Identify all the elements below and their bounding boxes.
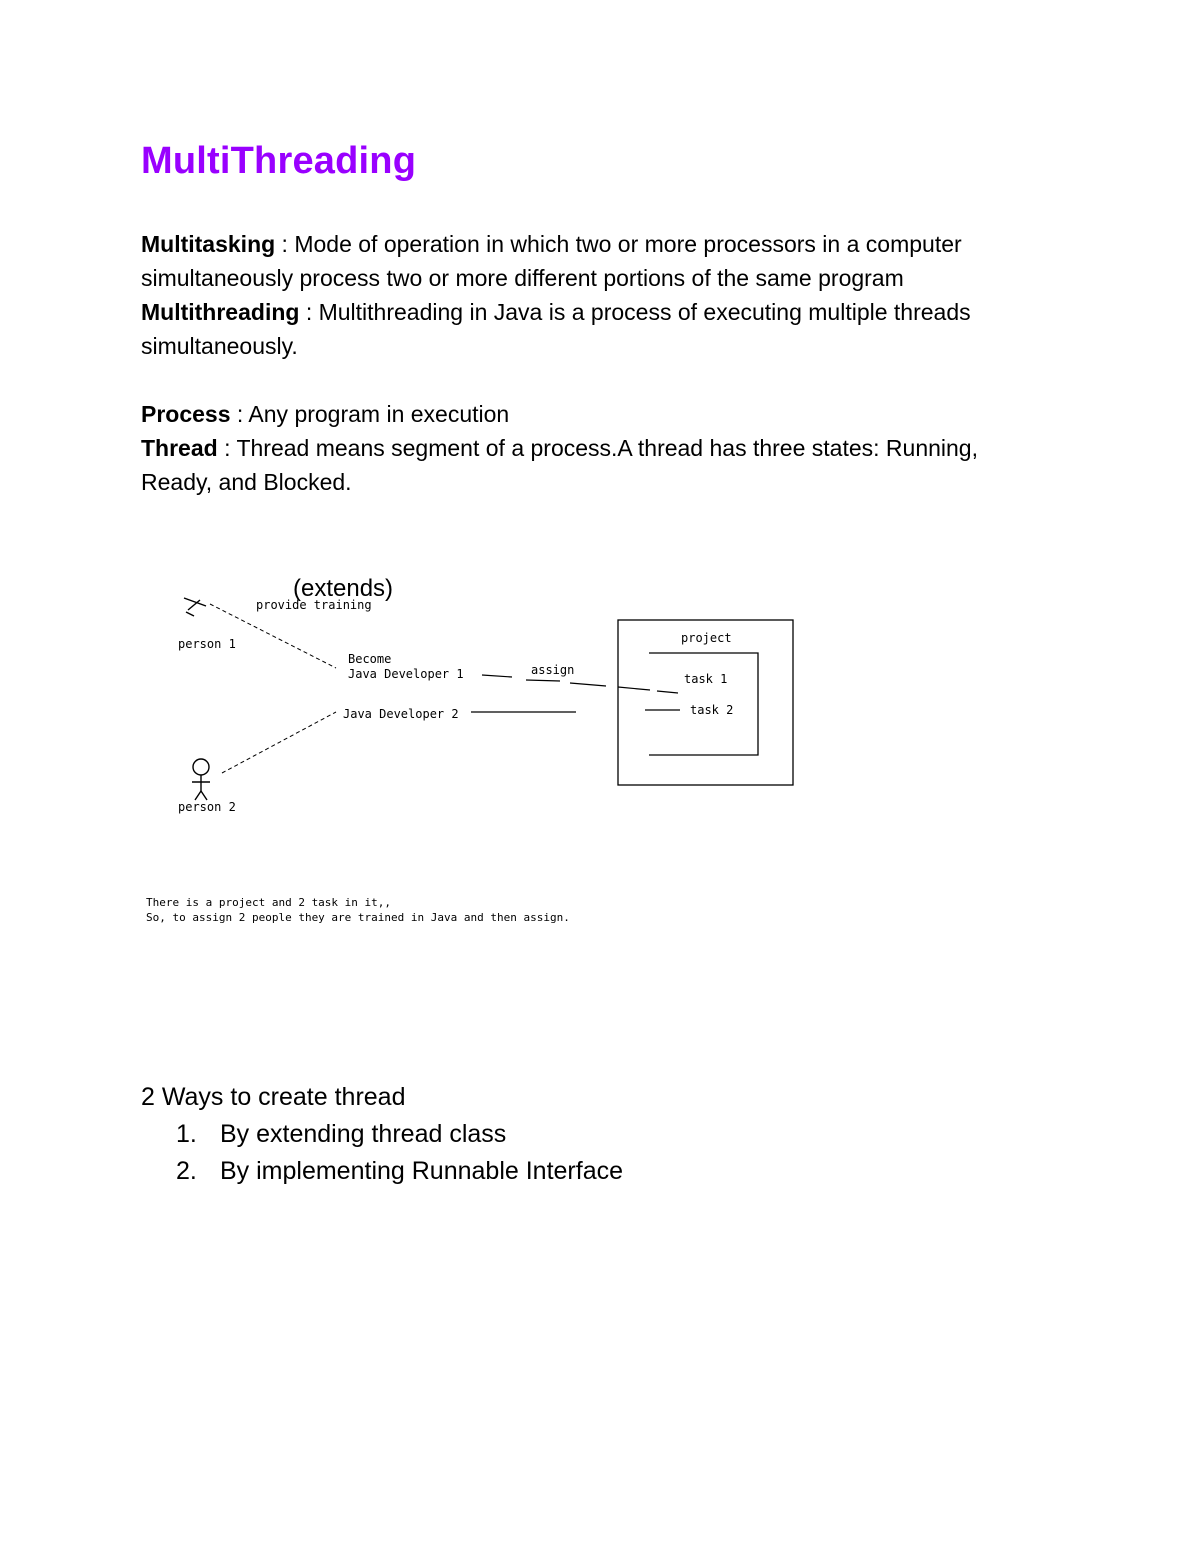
ways-heading: 2 Ways to create thread — [141, 1083, 406, 1111]
person-2-label: person 2 — [178, 800, 236, 814]
diagram-note-line-1: There is a project and 2 task in it,, — [146, 896, 392, 909]
process-definition — [141, 397, 1081, 431]
ways-list — [141, 1116, 623, 1190]
provide-training-label: provide training — [256, 598, 372, 612]
thread-text: Thread means segment of a process.A thread has three states: Running, Ready, and Blocked. — [141, 435, 978, 495]
assign-label: assign — [531, 663, 575, 677]
extends-label: (extends) — [293, 575, 394, 602]
assign-line-1 — [482, 675, 678, 693]
list-item — [141, 1116, 623, 1153]
separator: : — [230, 401, 249, 427]
threading-analogy-diagram — [140, 560, 820, 940]
person-2-stick-figure-icon — [192, 759, 210, 800]
list-number: 2. — [176, 1157, 197, 1185]
diagram-note-line-2: So, to assign 2 people they are trained in Java and then assign. — [146, 911, 570, 924]
page-title: MultiThreading — [141, 140, 417, 182]
multitasking-definition — [141, 227, 1081, 295]
training-line-2 — [222, 712, 336, 773]
process-text: Any program in execution — [248, 401, 510, 427]
separator: : — [217, 435, 237, 461]
project-label: project — [681, 631, 732, 645]
process-term: Process — [141, 401, 231, 427]
separator: : — [299, 299, 319, 325]
person-1-figure-icon — [184, 598, 206, 616]
java-developer-2-label: Java Developer 2 — [343, 707, 459, 721]
thread-definition — [141, 431, 1001, 499]
multithreading-term: Multithreading — [141, 299, 300, 325]
multithreading-definition — [141, 295, 1081, 363]
list-item-label: By extending thread class — [220, 1120, 507, 1148]
task-1-label: task 1 — [684, 672, 728, 686]
separator: : — [275, 231, 295, 257]
multitasking-term: Multitasking — [141, 231, 276, 257]
thread-term: Thread — [141, 435, 218, 461]
multitasking-text: Mode of operation in which two or more processors in a computer simultaneously process two or more different portions of the same program — [141, 231, 962, 291]
training-line-1 — [210, 604, 336, 668]
person-1-label: person 1 — [178, 637, 236, 651]
java-developer-1-label: Java Developer 1 — [348, 667, 464, 681]
multithreading-text: Multithreading in Java is a process of executing multiple threads simultaneously. — [141, 299, 971, 359]
list-item-label: By implementing Runnable Interface — [220, 1157, 624, 1185]
task-2-label: task 2 — [690, 703, 734, 717]
list-item — [141, 1153, 623, 1190]
list-number: 1. — [176, 1120, 197, 1148]
become-label: Become — [348, 652, 392, 666]
